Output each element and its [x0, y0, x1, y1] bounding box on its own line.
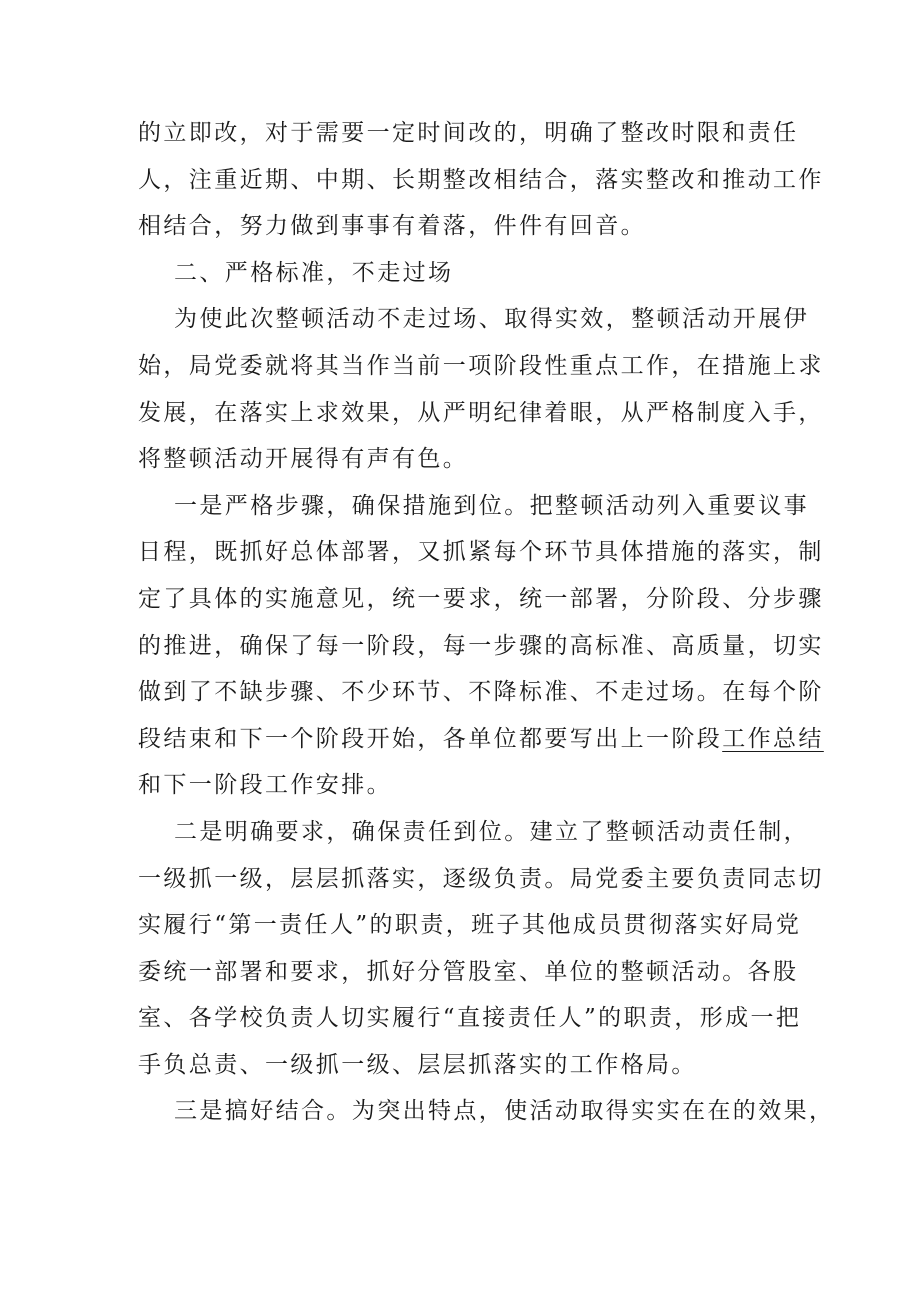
text-line: 为使此次整顿活动不走过场、取得实效，整顿活动开展伊 [174, 306, 809, 333]
text-line: 室、各学校负责人切实履行“直接责任人”的职责，形成一把 [138, 1005, 802, 1032]
text-line [138, 716, 824, 763]
document-body [138, 110, 835, 1135]
text-line: 将整顿活动开展得有声有色。 [138, 446, 469, 473]
text-line: 人，注重近期、中期、长期整改相结合，落实整改和推动工作 [138, 166, 824, 193]
text-line: 做到了不缺步骤、不少环节、不降标准、不走过场。在每个阶 [138, 679, 824, 706]
text-line: 手负总责、一级抓一级、层层抓落实的工作格局。 [138, 1051, 697, 1078]
text-line: 的推进，确保了每一阶段，每一步骤的高标准、高质量，切实 [138, 632, 824, 659]
text-line: 一级抓一级，层层抓落实，逐级负责。局党委主要负责同志切 [138, 865, 824, 892]
text-line: 的立即改，对于需要一定时间改的，明确了整改时限和责任 [138, 120, 799, 146]
text-line: 始，局党委就将其当作当前一项阶段性重点工作，在措施上求 [138, 352, 824, 379]
text-line: 二是明确要求，确保责任到位。建立了整顿活动责任制， [174, 818, 809, 845]
text-line: 和下一阶段工作安排。 [138, 772, 392, 799]
text-line: 发展，在落实上求效果，从严明纪律着眼，从严格制度入手， [138, 399, 824, 426]
text-segment: 段结束和下一个阶段开始，各单位都要写出上一阶段 [138, 725, 723, 752]
text-line: 一是严格步骤，确保措施到位。把整顿活动列入重要议事 [174, 492, 809, 519]
text-line: 委统一部署和要求，抓好分管股室、单位的整顿活动。各股 [138, 958, 799, 985]
text-line: 日程，既抓好总体部署，又抓紧每个环节具体措施的落实，制 [138, 539, 824, 566]
text-line: 实履行“第一责任人”的职责，班子其他成员贯彻落实好局党 [138, 912, 802, 939]
text-line: 相结合，努力做到事事有着落，件件有回音。 [138, 213, 646, 240]
text-line: 定了具体的实施意见，统一要求，统一部署，分阶段、分步骤 [138, 585, 824, 612]
underlined-link-text[interactable]: 工作总结 [722, 725, 824, 752]
text-line: 三是搞好结合。为突出特点，使活动取得实实在在的效果， [174, 1098, 835, 1125]
section-heading: 二、严格标准，不走过场 [174, 259, 454, 286]
